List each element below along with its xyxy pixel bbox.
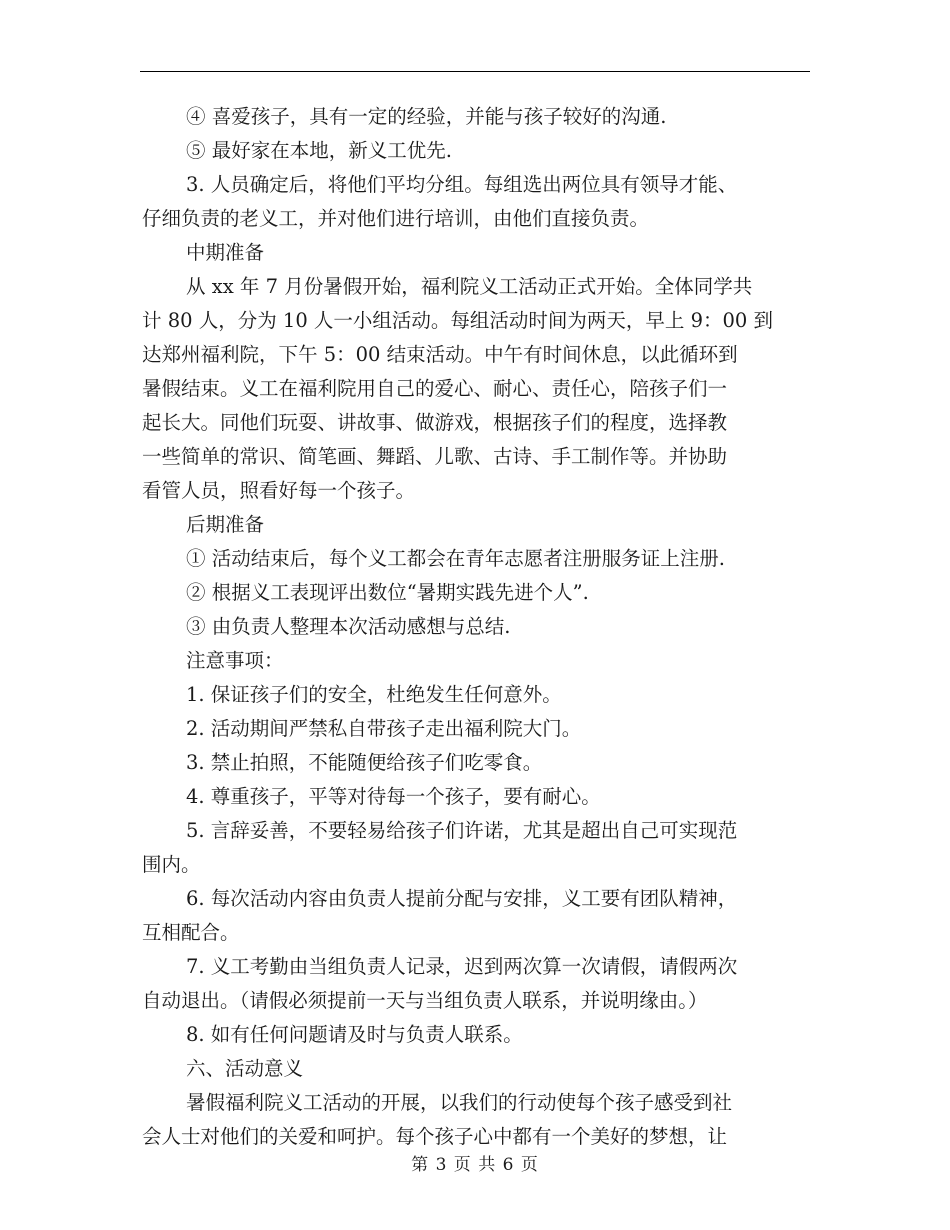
text-line: 计 80 人，分为 10 人一小组活动。每组活动时间为两天，早上 9：00 到 <box>142 309 774 332</box>
text-line: 互相配合。 <box>142 921 240 944</box>
text-line: 自动退出。（请假必须提前一天与当组负责人联系，并说明缘由。） <box>142 989 708 1012</box>
text-line: 8. 如有任何问题请及时与负责人联系。 <box>186 1023 523 1046</box>
text-line: 注意事项： <box>186 649 284 672</box>
text-line: 仔细负责的老义工，并对他们进行培训，由他们直接负责。 <box>142 207 650 230</box>
text-line: 2. 活动期间严禁私自带孩子走出福利院大门。 <box>186 717 582 740</box>
text-line: 达郑州福利院，下午 5：00 结束活动。中午有时间休息，以此循环到 <box>142 343 738 366</box>
text-line: ④ 喜爱孩子，具有一定的经验，并能与孩子较好的沟通. <box>186 105 667 128</box>
text-line: ⑤ 最好家在本地，新义工优先. <box>186 139 452 162</box>
page-footer: 第 3 页 共 6 页 <box>411 1155 539 1175</box>
text-line: 起长大。同他们玩耍、讲故事、做游戏，根据孩子们的程度，选择教 <box>142 411 728 434</box>
text-line: 六、活动意义 <box>186 1057 304 1080</box>
text-line: 看管人员，照看好每一个孩子。 <box>142 479 416 502</box>
text-line: 后期准备 <box>186 513 265 536</box>
text-line: ③ 由负责人整理本次活动感想与总结. <box>186 615 511 638</box>
text-line: 1. 保证孩子们的安全，杜绝发生任何意外。 <box>186 683 562 706</box>
text-line: 暑假福利院义工活动的开展，以我们的行动使每个孩子感受到社 <box>186 1091 733 1114</box>
text-line: 暑假结束。义工在福利院用自己的爱心、耐心、责任心，陪孩子们一 <box>142 377 728 400</box>
text-line: 3. 禁止拍照，不能随便给孩子们吃零食。 <box>186 751 543 774</box>
text-line: 围内。 <box>142 853 201 876</box>
text-line: 会人士对他们的关爱和呵护。每个孩子心中都有一个美好的梦想，让 <box>142 1125 728 1148</box>
text-line: 从 xx 年 7 月份暑假开始，福利院义工活动正式开始。全体同学共 <box>186 275 753 298</box>
text-line: 6. 每次活动内容由负责人提前分配与安排，义工要有团队精神， <box>186 887 738 910</box>
text-line: 3. 人员确定后，将他们平均分组。每组选出两位具有领导才能、 <box>186 173 738 196</box>
text-line: 7. 义工考勤由当组负责人记录，迟到两次算一次请假，请假两次 <box>186 955 738 978</box>
text-line: 4. 尊重孩子，平等对待每一个孩子，要有耐心。 <box>186 785 601 808</box>
text-line: ② 根据义工表现评出数位“暑期实践先进个人”. <box>186 581 589 604</box>
document-body <box>142 100 808 1154</box>
text-line: 5. 言辞妥善，不要轻易给孩子们许诺，尤其是超出自己可实现范 <box>186 819 738 842</box>
header-rule <box>140 71 810 72</box>
text-line: ① 活动结束后，每个义工都会在青年志愿者注册服务证上注册. <box>186 547 725 570</box>
text-line: 中期准备 <box>186 241 265 264</box>
text-line: 一些简单的常识、简笔画、舞蹈、儿歌、古诗、手工制作等。并协助 <box>142 445 728 468</box>
